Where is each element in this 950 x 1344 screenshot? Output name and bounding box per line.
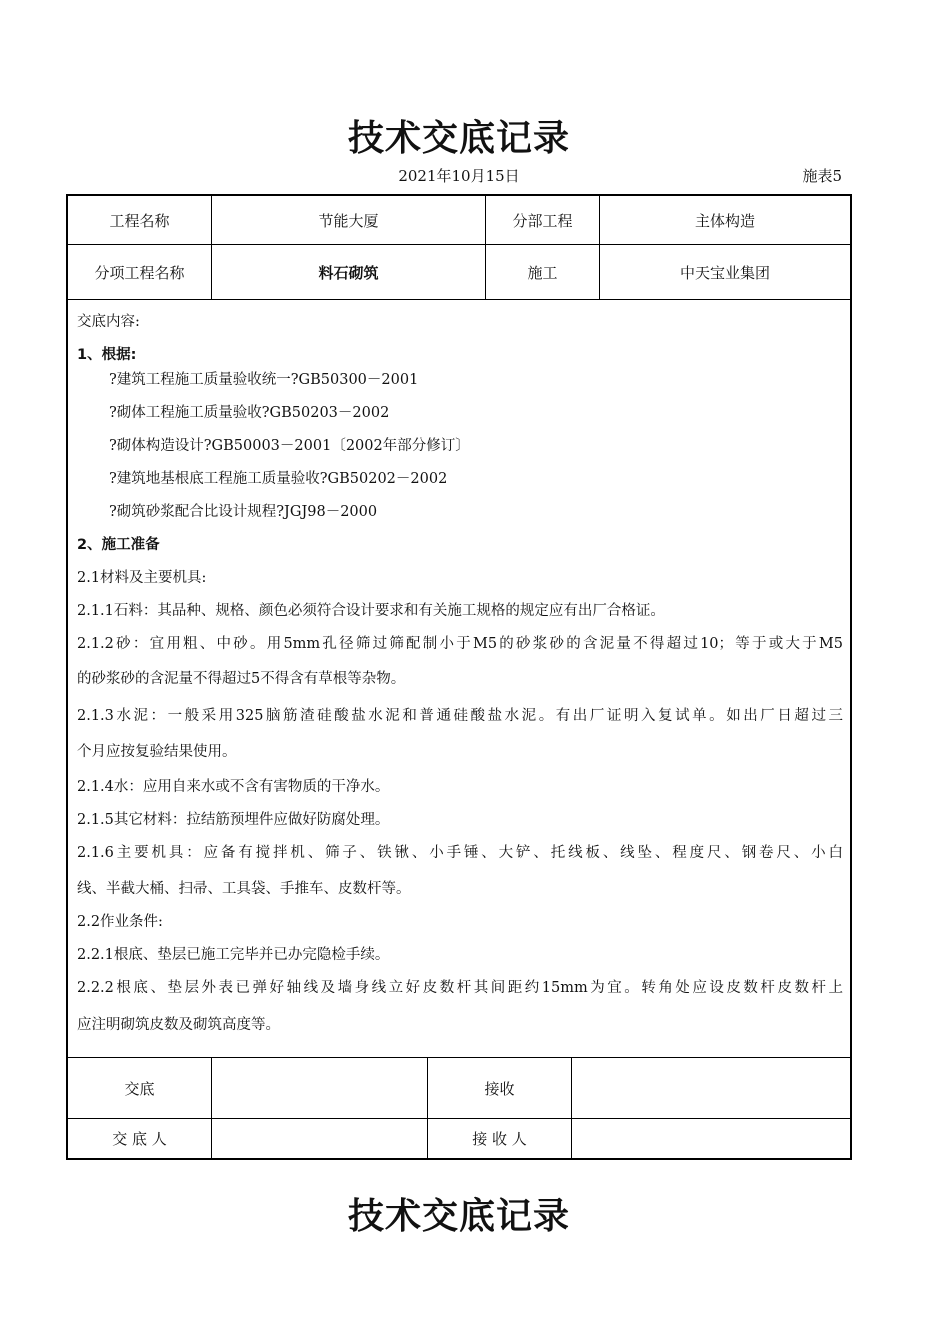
subitem-value: 料石砌筑: [318, 263, 379, 282]
standard-reference: ?砌体构造设计?GB50003－2001〔2002年部分修订〕: [109, 438, 470, 454]
content-line: 2.1.3水泥：一般采用325脑筋渣硅酸盐水泥和普通硅酸盐水泥。有出厂证明入复试单。如出厂日超过三: [77, 708, 843, 724]
standard-reference: ?建筑地基根底工程施工质量验收?GB50202－2002: [109, 471, 448, 487]
project-name-value: 节能大厦: [318, 211, 379, 230]
division-value: 主体构造: [694, 211, 755, 230]
standard-reference: ?砌体工程施工质量验收?GB50203－2002: [109, 405, 390, 421]
project-name-label: 工程名称: [109, 211, 170, 230]
construction-value: 中天宝业集团: [679, 263, 770, 282]
document-title: 技术交底记录: [347, 118, 570, 159]
section-heading: 2、施工准备: [77, 537, 160, 553]
content-line: 个月应按复验结果使用。: [77, 744, 237, 760]
receive-label: 接收: [484, 1079, 515, 1098]
next-page-title: 技术交底记录: [347, 1196, 570, 1237]
content-line: 应注明砌筑皮数及砌筑高度等。: [77, 1017, 280, 1033]
receive-person-value: [572, 1119, 850, 1158]
section-heading: 1、根据:: [77, 347, 137, 363]
content-line: 2.1.5其它材料：拉结筋预埋件应做好防腐处理。: [77, 812, 390, 828]
content-label: 交底内容:: [77, 314, 140, 330]
receive-value: [572, 1058, 850, 1118]
handover-value: [212, 1058, 427, 1118]
standard-reference: ?建筑工程施工质量验收统一?GB50300－2001: [109, 372, 419, 388]
handover-person-value: [212, 1119, 427, 1158]
handover-label: 交底: [124, 1079, 155, 1098]
row-divider: [68, 299, 850, 300]
content-line: 2.1.1石料：其品种、规格、颜色必须符合设计要求和有关施工规格的规定应有出厂合格证。: [77, 603, 665, 619]
content-line: 2.2作业条件:: [77, 914, 163, 930]
form-number: 施表5: [802, 167, 842, 185]
standard-reference: ?砌筑砂浆配合比设计规程?JGJ98－2000: [109, 504, 378, 520]
content-line: 2.1.6主要机具：应备有搅拌机、筛子、铁锹、小手锤、大铲、托线板、线坠、程度尺、钢卷尺、小白: [77, 845, 843, 861]
division-label: 分部工程: [512, 211, 573, 230]
content-line: 2.1.4水：应用自来水或不含有害物质的干净水。: [77, 779, 390, 795]
content-line: 2.2.1根底、垫层已施工完毕并已办完隐检手续。: [77, 947, 390, 963]
content-line: 2.2.2根底、垫层外表已弹好轴线及墙身线立好皮数杆其间距约15mm为宜。转角处应设皮数杆皮数杆上: [77, 980, 843, 996]
document-date: 2021年10月15日: [398, 167, 520, 185]
content-line: 的砂浆砂的含泥量不得超过5不得含有草根等杂物。: [77, 671, 406, 687]
subitem-label: 分项工程名称: [94, 263, 185, 282]
content-line: 2.1材料及主要机具:: [77, 570, 207, 586]
content-line: 2.1.2砂：宜用粗、中砂。用5mm孔径筛过筛配制小于M5的砂浆砂的含泥量不得超过10；等于或大于M5: [77, 636, 843, 652]
handover-form: [66, 194, 852, 1160]
content-line: 线、半截大桶、扫帚、工具袋、手推车、皮数杆等。: [77, 881, 411, 897]
construction-label: 施工: [527, 263, 558, 282]
handover-person-label: 交 底 人: [112, 1130, 167, 1148]
receive-person-label: 接 收 人: [472, 1130, 527, 1148]
